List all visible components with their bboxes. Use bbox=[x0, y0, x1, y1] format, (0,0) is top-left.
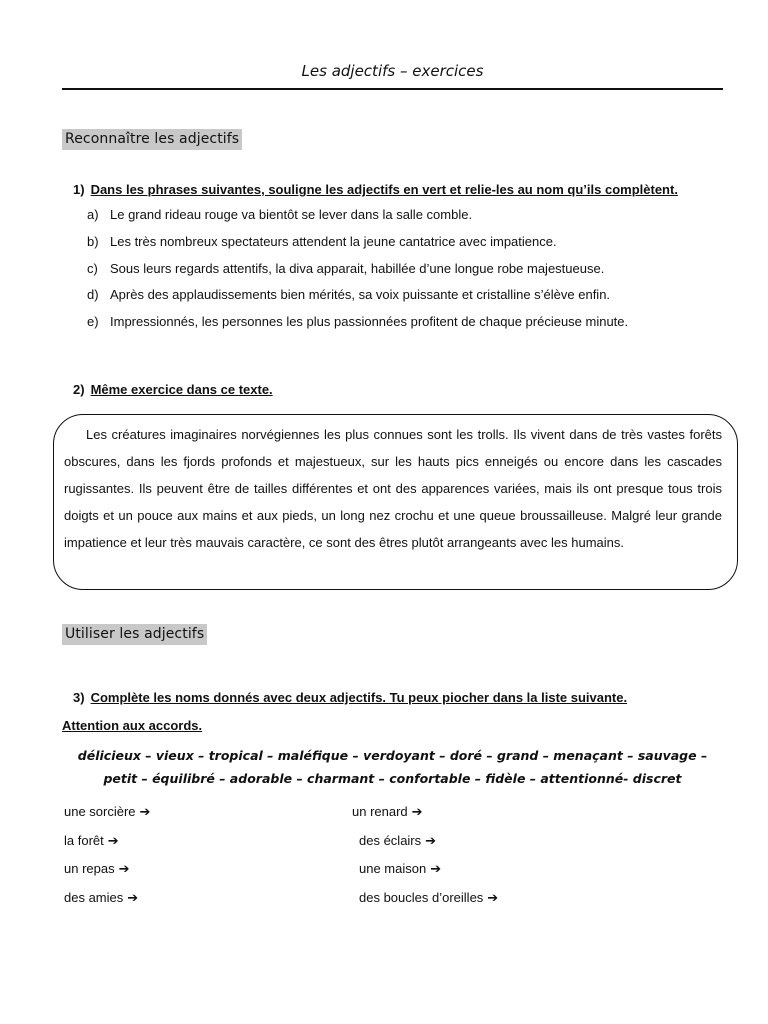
question-3-note: Attention aux accords. bbox=[62, 718, 203, 733]
list-item: e) Impressionnés, les personnes les plus passionnées profitent de chaque précieuse minute. bbox=[87, 314, 629, 330]
list-item: a) Le grand rideau rouge va bientôt se lever dans la salle comble. bbox=[87, 207, 473, 222]
noun-item: un repas ➔ bbox=[64, 861, 130, 876]
arrow-right-icon: ➔ bbox=[487, 890, 499, 905]
question-3 bbox=[73, 690, 627, 705]
question-1-number: 1) bbox=[73, 182, 85, 197]
section-heading-use: Utiliser les adjectifs bbox=[62, 624, 207, 645]
list-item: d) Après des applaudissements bien mérités, sa voix puissante et cristalline s’élève enfin. bbox=[87, 287, 611, 303]
page-title: Les adjectifs – exercices bbox=[301, 62, 484, 80]
noun-item: des amies ➔ bbox=[64, 890, 139, 905]
question-2 bbox=[73, 382, 273, 397]
arrow-right-icon: ➔ bbox=[139, 804, 151, 819]
title-divider bbox=[62, 88, 723, 90]
passage-text bbox=[64, 421, 722, 556]
arrow-right-icon: ➔ bbox=[425, 833, 437, 848]
question-1 bbox=[73, 182, 678, 197]
adjective-word-list bbox=[62, 744, 723, 790]
arrow-right-icon: ➔ bbox=[411, 804, 423, 819]
question-3-number: 3) bbox=[73, 690, 85, 705]
list-item: b) Les très nombreux spectateurs attendent la jeune cantatrice avec impatience. bbox=[87, 233, 557, 249]
noun-item: un renard ➔ bbox=[352, 804, 423, 819]
noun-item: une sorcière ➔ bbox=[64, 804, 151, 819]
noun-item: des boucles d’oreilles ➔ bbox=[359, 890, 499, 905]
passage-body: Les créatures imaginaires norvégiennes les plus connues sont les trolls. Ils vivent dans de très vastes forêts obscures, dans les fjords profonds et majestueux, sur les hauts pics enneigés ou encore dans les cascades rugissantes. Ils peuvent être de tailles différentes et ont des apparences variées, mais ils ont presque tous trois doigts et un pouce aux mains et aux pieds, un long nez crochu et une queue broussailleuse. Malgré leur grande impatience et leur très mauvais caractère, ce sont des êtres plutôt arrangeants avec les humains. bbox=[64, 427, 722, 550]
noun-item: des éclairs ➔ bbox=[359, 833, 437, 848]
question-2-number: 2) bbox=[73, 382, 85, 397]
arrow-right-icon: ➔ bbox=[430, 861, 442, 876]
section-heading-recognize: Reconnaître les adjectifs bbox=[62, 129, 242, 150]
arrow-right-icon: ➔ bbox=[107, 833, 119, 848]
question-1-sentence-list bbox=[87, 207, 628, 341]
question-2-text: Même exercice dans ce texte. bbox=[90, 382, 273, 397]
list-item: c) Sous leurs regards attentifs, la diva apparait, habillée d’une longue robe majestueuse. bbox=[87, 260, 605, 276]
arrow-right-icon: ➔ bbox=[118, 861, 130, 876]
question-3-text: Complète les noms donnés avec deux adjectifs. Tu peux piocher dans la liste suivante. bbox=[90, 690, 628, 705]
word-list-line-1: délicieux – vieux – tropical – maléfique – verdoyant – doré – grand – menaçant – sauvage – bbox=[77, 748, 708, 763]
noun-item: la forêt ➔ bbox=[64, 833, 119, 848]
arrow-right-icon: ➔ bbox=[127, 890, 139, 905]
noun-item: une maison ➔ bbox=[359, 861, 442, 876]
word-list-line-2: petit – équilibré – adorable – charmant – confortable – fidèle – attentionné- discret bbox=[103, 771, 682, 786]
question-1-text: Dans les phrases suivantes, souligne les adjectifs en vert et relie-les au nom qu’ils complètent. bbox=[90, 182, 678, 197]
